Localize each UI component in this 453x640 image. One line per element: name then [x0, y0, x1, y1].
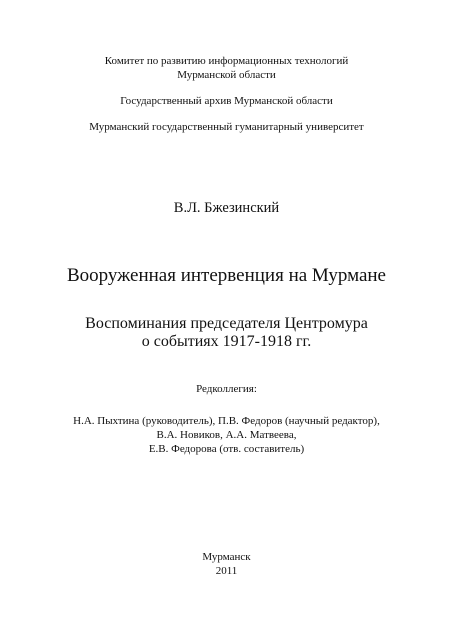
imprint-year: 2011: [215, 565, 238, 577]
subtitle-line1: Воспоминания председателя Центромура: [85, 315, 368, 332]
author-name: В.Л. Бжезинский: [173, 200, 280, 216]
org-committee-line2: Мурманской области: [177, 69, 276, 81]
imprint-city: Мурманск: [202, 551, 251, 563]
org-university: Мурманский государственный гуманитарный университет: [89, 121, 364, 133]
editorial-line2: В.А. Новиков, А.А. Матвеева,: [156, 429, 297, 441]
org-archive: Государственный архив Мурманской области: [120, 95, 333, 107]
editorial-heading: Редколлегия:: [196, 383, 257, 395]
subtitle-line2: о событиях 1917-1918 гг.: [141, 333, 312, 350]
org-committee-line1: Комитет по развитию информационных технологий: [104, 55, 349, 67]
book-title: Вооруженная интервенция на Мурмане: [66, 265, 386, 286]
editorial-line3: Е.В. Федорова (отв. составитель): [148, 443, 305, 455]
editorial-line1: Н.А. Пыхтина (руководитель), П.В. Федоров (научный редактор),: [73, 415, 380, 427]
